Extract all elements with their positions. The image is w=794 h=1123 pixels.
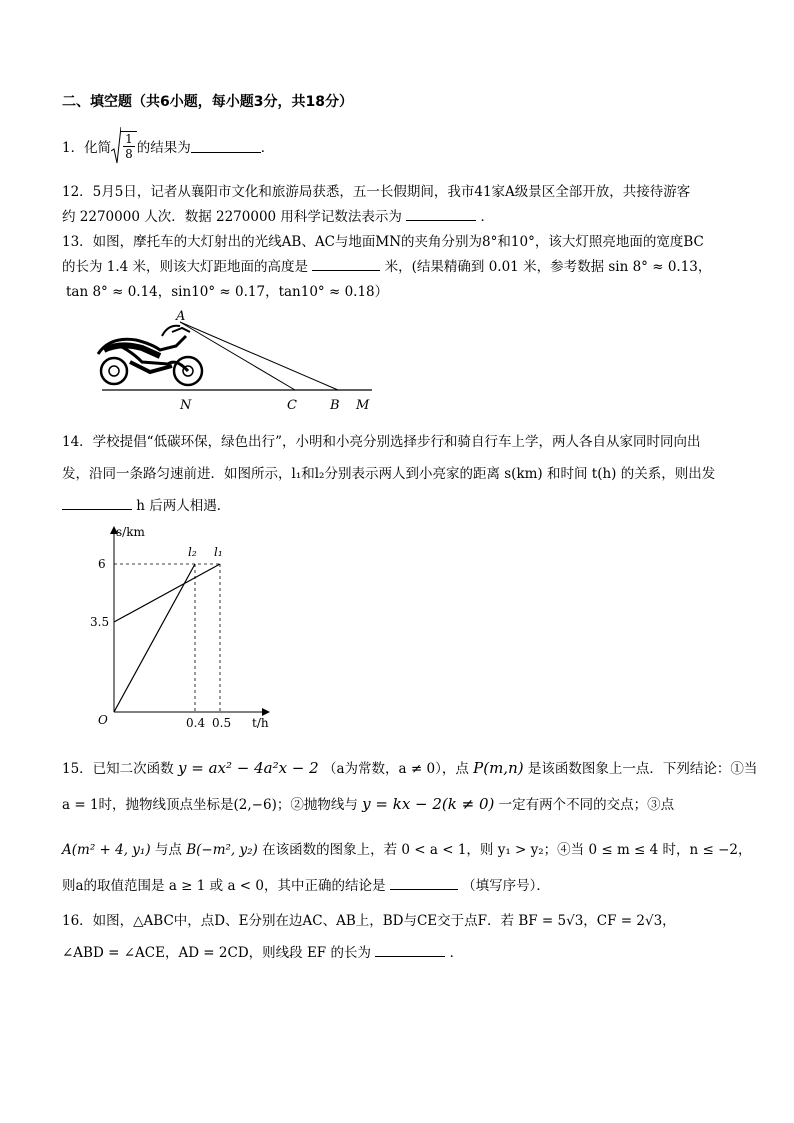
label-M: M [356,398,370,413]
sqrt-expression [111,127,137,165]
section-title: 二、填空题（共6小题，每小题3分，共18分） [62,94,353,110]
q13-line1: 13．如图，摩托车的大灯射出的光线AB、AC与地面MN的夹角分别为8°和10°，该大灯照亮地面的宽度BC [62,234,704,250]
q15-line4b: （填写序号）． [462,878,550,894]
q15-line3b: 与点 [154,842,182,858]
q13-line2b: 米，(结果精确到 0.01 米，参考数据 sin 8° ≈ 0.13， [384,259,712,275]
question-14-line3 [62,494,230,514]
q15-line1a: 15．已知二次函数 [62,761,174,777]
question-1 [62,126,274,166]
q15-line4a: 则a的取值范围是 a ≥ 1 或 a < 0，其中正确的结论是 [62,878,386,894]
question-15-line2 [62,793,674,813]
question-15-line1 [62,757,757,777]
xtick-0.5: 0.5 [212,716,232,730]
x-axis-label: t/h [252,716,269,730]
label-l2: l₂ [188,545,197,559]
q16-end: ． [449,945,464,961]
line-l2 [114,564,195,712]
q12-line2-text: 约 2270000 人次．数据 2270000 用科学记数法表示为 [62,209,402,225]
q15-point-P: P(m,n) [473,759,524,777]
q15-line1e: 是该函数图象上一点．下列结论：①当 [527,761,758,777]
motorcycle-icon [98,326,202,385]
question-15-line3 [62,838,752,858]
q1-tail: 的结果为 [136,140,191,156]
q15-line-eq: y = kx − 2(k ≠ 0) [362,795,495,813]
origin-label: O [98,713,108,727]
answer-blank[interactable] [312,258,380,271]
label-l1: l₁ [214,545,223,559]
q15-point-A: A(m² + 4, y₁) [62,842,151,858]
answer-blank[interactable] [406,208,476,221]
xtick-0.4: 0.4 [186,716,206,730]
q13-line2a: 的长为 1.4 米，则该大灯距地面的高度是 [62,259,309,275]
question-15-line4 [62,874,550,894]
answer-blank[interactable] [191,140,261,153]
motorcycle-figure [90,306,380,416]
distance-time-graph [84,522,274,734]
label-B: B [330,398,340,413]
label-N: N [180,398,192,413]
fraction [123,132,135,161]
ytick-6: 6 [98,557,106,571]
q14-line2: 发，沿同一条路匀速前进．如图所示，l₁和l₂分别表示两人到小亮家的距离 s(km) 和时间 t(h) 的关系，则出发 [62,466,716,482]
q13-line3: tan 8° ≈ 0.14，sin10° ≈ 0.17，tan10° ≈ 0.18） [66,284,389,300]
question-16-line2 [62,941,463,961]
q1-end: ． [260,140,275,156]
q15-function: y = ax² − 4a²x − 2 [177,759,319,777]
answer-blank[interactable] [375,944,445,957]
radical-sign-icon [111,127,121,165]
q15-line3d: 在该函数的图象上，若 0 < a < 1，则 y₁ > y₂；④当 0 ≤ m ≤ 4 时，n ≤ −2， [262,842,752,858]
q15-line2c: 一定有两个不同的交点；③点 [498,797,675,813]
q12-end: ． [480,209,495,225]
q14-line3-text: h 后两人相遇． [136,498,231,514]
answer-blank[interactable] [62,497,132,510]
q16-line1: 16．如图，△ABC中，点D、E分别在边AC、AB上，BD与CE交于点F．若 BF = 5√3，CF = 2√3， [62,913,676,929]
fraction-numerator: 1 [125,132,133,146]
ytick-3.5: 3.5 [90,615,110,629]
q1-number: 1．化简 [62,140,112,156]
q16-line2a: ∠ABD = ∠ACE，AD = 2CD，则线段 EF 的长为 [62,945,371,961]
label-A: A [176,309,186,324]
y-axis-label: s/km [116,525,145,539]
question-13-line2 [62,255,711,275]
q14-line1: 14．学校提倡“低碳环保，绿色出行”，小明和小亮分别选择步行和骑自行车上学，两人各自从家同时同向出 [62,434,701,450]
fraction-denominator: 8 [125,147,133,161]
question-12-line2 [62,205,494,225]
q12-line1: 12．5月5日，记者从襄阳市文化和旅游局获悉，五一长假期间，我市41家A级景区全部开放，共接待游客 [62,184,691,200]
q15-point-B: B(−m², y₂) [186,842,258,858]
ray-AB [180,322,338,390]
line-l1 [114,564,220,622]
q15-line2a: a = 1时，抛物线顶点坐标是(2,−6)；②抛物线与 [62,797,358,813]
answer-blank[interactable] [390,877,458,890]
q15-line1c: （a为常数，a ≠ 0），点 [323,761,469,777]
label-C: C [287,398,297,413]
